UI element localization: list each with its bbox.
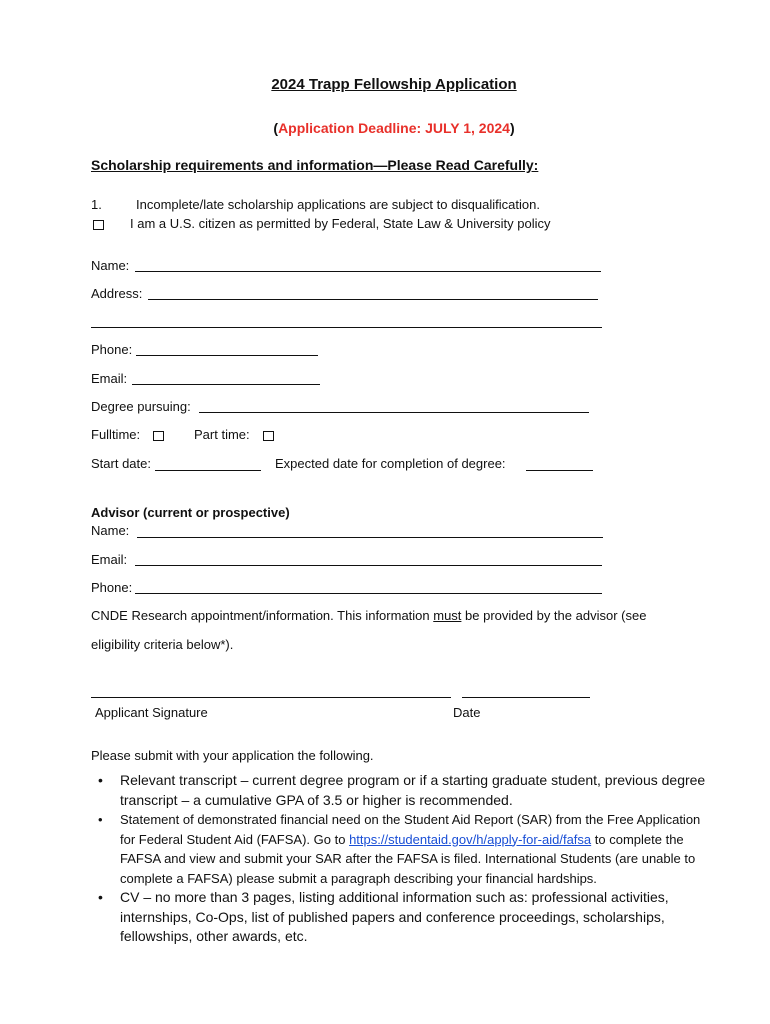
requirement-text: Incomplete/late scholarship applications are subject to disqualification. [136,197,540,212]
completion-date-label: Expected date for completion of degree: [275,456,506,471]
signature-label: Applicant Signature [95,705,208,720]
requirement-number: 1. [91,197,102,212]
transcript-requirement: Relevant transcript – current degree program or if a starting graduate student, previous degree transcript – a cumulative GPA of 3.5 or higher is recommended. [120,772,706,808]
email-label: Email: [91,371,128,386]
degree-label: Degree pursuing: [91,399,191,414]
advisor-phone-label: Phone: [91,580,133,595]
fafsa-link[interactable]: https://studentaid.gov/h/apply-for-aid/fafsa [349,831,592,847]
list-item [91,771,711,810]
deadline-open-paren: ( [273,120,279,136]
cnde-info-line2: eligibility criteria below*). [91,637,234,652]
date-label: Date [453,705,481,720]
advisor-name-field[interactable] [137,537,603,538]
cv-requirement: CV – no more than 3 pages, listing additional information such as: professional activities, internships, Co-Ops, list of published papers and conference proceedings, scholarships, fellowships, other awards, etc. [120,889,669,944]
citizen-statement: I am a U.S. citizen as permitted by Federal, State Law & University policy [130,216,551,231]
name-label: Name: [91,258,130,273]
address-label: Address: [91,286,143,301]
financial-statement-text-end: to complete the FAFSA and view and submit your SAR after the FAFSA is filed. International Students (are unable to complete a FAFSA) please submit a paragraph describing your financial hardships. [120,831,696,886]
citizen-checkbox[interactable] [93,220,104,230]
submission-intro: Please submit with your application the following. [91,748,374,763]
bullet: • [98,889,103,905]
bullet: • [98,812,103,827]
cnde-must: must [433,608,462,623]
degree-field[interactable] [199,412,589,413]
address-field[interactable] [148,299,598,300]
advisor-phone-field[interactable] [135,593,602,594]
address-field-line2[interactable] [91,327,602,328]
start-date-field[interactable] [155,470,261,471]
financial-statement-text: Statement of demonstrated financial need on the Student Aid Report (SAR) from the Free Application for Federal Student Aid (FAFSA). Go to [120,812,701,847]
bullet: • [98,772,103,788]
advisor-heading: Advisor (current or prospective) [91,505,290,520]
phone-label: Phone: [91,342,133,357]
cnde-info-text: CNDE Research appointment/information. This information [91,608,434,623]
advisor-email-field[interactable] [135,565,602,566]
parttime-checkbox[interactable] [263,431,274,441]
deadline-notice [0,120,770,136]
page-title: 2024 Trapp Fellowship Application [271,76,517,93]
phone-field[interactable] [136,355,318,356]
submission-list [91,771,711,947]
signature-field[interactable] [91,697,451,698]
cnde-info [91,608,731,623]
deadline-close-paren: ) [509,120,515,136]
email-field[interactable] [132,384,320,385]
completion-date-field[interactable] [526,470,593,471]
list-item [91,888,711,947]
name-field[interactable] [135,271,601,272]
fulltime-label: Fulltime: [91,427,141,442]
start-date-label: Start date: [91,456,151,471]
fulltime-checkbox[interactable] [153,431,164,441]
parttime-label: Part time: [194,427,250,442]
deadline-text: Application Deadline: JULY 1, 2024 [278,120,510,136]
list-item [91,810,711,888]
cnde-info-text-end: be provided by the advisor (see [461,608,647,623]
requirements-heading: Scholarship requirements and information—Please Read Carefully: [91,157,539,173]
advisor-name-label: Name: [91,523,130,538]
date-field[interactable] [462,697,590,698]
advisor-email-label: Email: [91,552,128,567]
